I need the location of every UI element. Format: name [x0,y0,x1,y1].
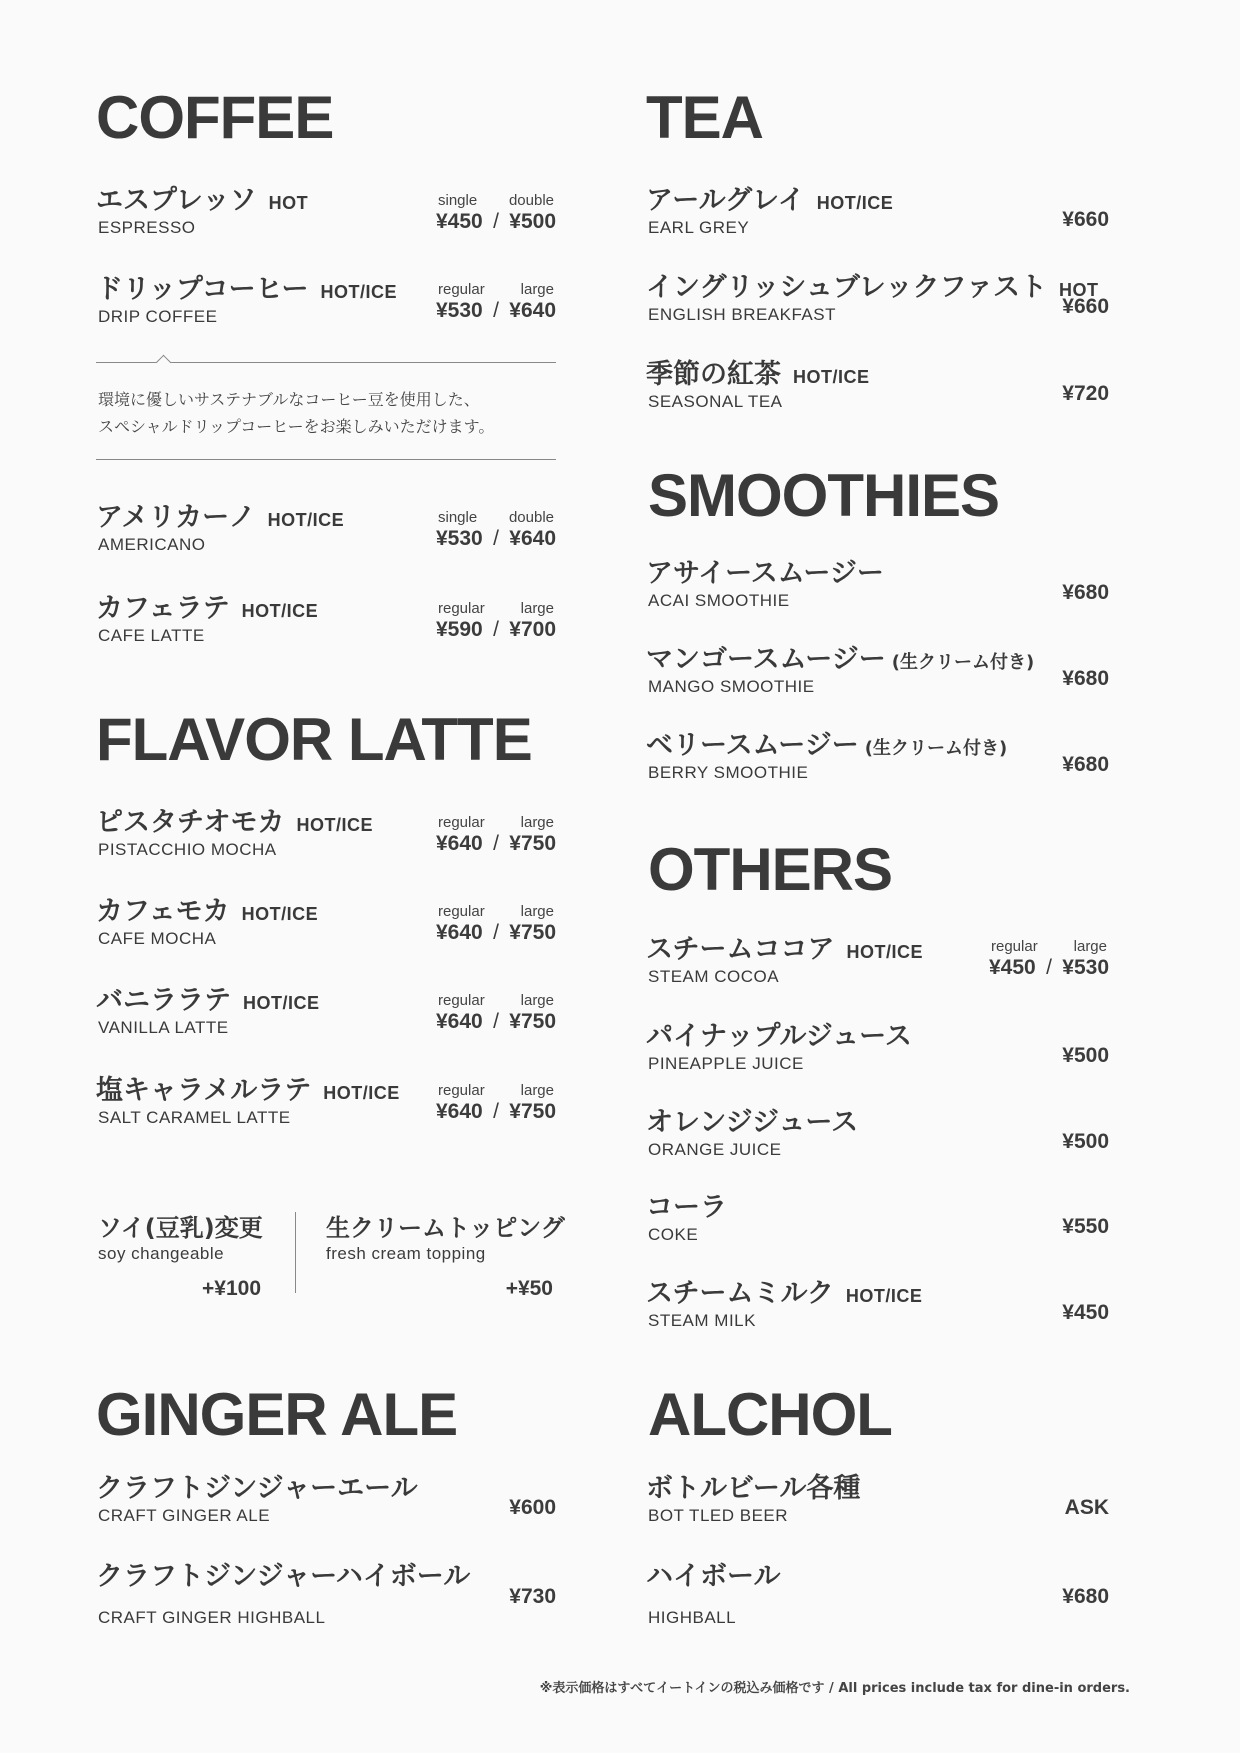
item-name-jp: ハイボール [646,1561,781,1592]
option-divider [295,1212,296,1293]
item-name-en: VANILLA LATTE [98,1018,229,1037]
price: ¥590 [436,618,483,641]
section-title-smoothies: SMOOTHIES [648,462,1000,529]
price: ¥450 [436,210,483,233]
menu-item-earl-grey [646,184,1109,244]
item-name-en: STEAM COCOA [648,967,780,986]
option-fresh-cream [326,1213,565,1301]
price: ¥640 [509,299,556,322]
option-soy [98,1213,261,1301]
item-name-jp: ボトルビール各種 [646,1473,861,1504]
item-name-jp: アサイースムージー [646,558,884,589]
item-name-en: CAFE MOCHA [98,929,217,948]
price: ¥750 [509,832,556,855]
menu-item-americano [96,501,556,561]
size-label: large [520,281,554,298]
item-name-jp: パイナップルジュース [646,1021,912,1052]
size-price-pair: regular large ¥640 / ¥750 [436,903,556,944]
size-price-pair: regular large ¥640 / ¥750 [436,992,556,1033]
price: ¥500 [1062,1044,1109,1067]
section-title-ginger-ale: GINGER ALE [96,1381,458,1448]
price: ¥640 [436,921,483,944]
item-name-jp: バニララテ [96,985,231,1016]
temp-tag: HOT/ICE [846,942,923,962]
size-label: large [520,1082,554,1099]
item-name-en: SEASONAL TEA [648,392,783,411]
size-price-pair: regular large ¥640 / ¥750 [436,1082,556,1123]
item-name-en: AMERICANO [98,535,206,554]
price: ASK [1064,1496,1109,1519]
item-name-jp: コーラ [646,1192,727,1223]
item-name-jp: アールグレイ [646,185,805,216]
item-name-en: MANGO SMOOTHIE [648,677,815,696]
temp-tag: HOT/ICE [793,367,870,387]
size-label: regular [438,1082,485,1099]
item-name-en: CRAFT GINGER ALE [98,1506,271,1525]
item-name-jp: ピスタチオモカ [96,807,285,838]
temp-tag: HOT [268,193,309,213]
item-name-jp: クラフトジンジャーエール [96,1473,418,1504]
size-label: double [508,192,554,209]
menu-item-berry-smoothie [646,729,1109,789]
item-name-en: BOT TLED BEER [648,1506,789,1525]
item-name-jp: スチームココア [646,934,835,965]
price: ¥640 [436,832,483,855]
menu-item-vanilla-latte [96,984,556,1044]
price: ¥680 [1062,753,1109,776]
size-label: large [520,992,554,1009]
item-name-jp: ベリースムージー [646,730,859,761]
size-price-pair: single double ¥530 / ¥640 [436,509,556,550]
price: ¥600 [509,1496,556,1519]
menu-item-acai-smoothie [646,557,1109,617]
item-name-jp: イングリッシュブレックファスト [646,272,1047,303]
menu-item-english-breakfast [646,271,1109,331]
price: ¥750 [509,1010,556,1033]
menu-item-craft-ginger-ale [96,1472,556,1532]
item-name-en: CRAFT GINGER HIGHBALL [98,1608,326,1627]
item-name-en: STEAM MILK [648,1311,756,1330]
option-price: +¥100 [202,1277,261,1300]
size-label: regular [438,281,485,298]
item-name-jp: カフェラテ [96,593,230,624]
item-name-jp: 季節の紅茶 [646,359,781,390]
temp-tag: HOT/ICE [241,601,319,621]
price: ¥640 [436,1010,483,1033]
item-name-jp: マンゴースムージー [646,644,886,675]
section-title-flavor-latte: FLAVOR LATTE [96,706,532,773]
divider-caret [156,355,172,371]
price: ¥680 [1062,667,1109,690]
price: ¥730 [509,1585,556,1608]
item-name-jp: エスプレッソ [96,185,257,216]
temp-tag: HOT/ICE [323,1083,400,1103]
option-name-jp: 生クリームトッピング [326,1214,565,1242]
item-name-en: COKE [648,1225,699,1244]
size-label: large [520,903,554,920]
temp-tag: HOT/ICE [816,193,894,213]
menu-item-drip-coffee [96,273,556,333]
temp-tag: HOT/ICE [845,1286,923,1306]
item-note: (生クリーム付き) [891,652,1035,673]
coffee-description: 環境に優しいサステナブルなコーヒー豆を使用した、 スペシャルドリップコーヒーをお楽しみいただけます。 [98,390,495,436]
price: ¥550 [1062,1215,1109,1238]
item-name-en: SALT CARAMEL LATTE [98,1108,291,1127]
menu-item-coke [646,1191,1109,1251]
price: ¥660 [1062,295,1109,318]
item-name-jp: クラフトジンジャーハイボール [96,1561,471,1592]
item-name-jp: オレンジジュース [646,1107,859,1138]
item-name-jp: ドリップコーヒー [96,274,309,305]
size-price-pair: regular large ¥530 / ¥640 [436,281,556,322]
item-name-jp: アメリカーノ [96,502,256,533]
size-price-pair: regular large ¥640 / ¥750 [436,814,556,855]
menu-item-orange-juice [646,1106,1109,1166]
size-price-pair: regular large ¥590 / ¥700 [436,600,556,641]
tax-footnote: ※表示価格はすべてイートインの税込み価格です / All prices include tax for dine-in orders. [539,1681,1130,1696]
menu-item-pineapple-juice [646,1020,1109,1080]
item-name-en: BERRY SMOOTHIE [648,763,809,782]
temp-tag: HOT/ICE [296,815,373,835]
price: ¥750 [509,1100,556,1123]
section-title-tea: TEA [646,84,763,151]
size-label: large [520,814,554,831]
price: ¥530 [1062,956,1109,979]
item-name-jp: カフェモカ [96,896,230,927]
item-note: (生クリーム付き) [864,738,1008,759]
menu-item-mango-smoothie [646,643,1109,703]
size-label: regular [438,814,485,831]
menu-item-seasonal-tea [646,358,1109,418]
temp-tag: HOT/ICE [267,510,345,530]
size-label: single [438,509,478,526]
size-label: regular [438,903,485,920]
option-price: +¥50 [505,1277,553,1300]
option-name-en: soy changeable [98,1244,225,1263]
item-name-en: HIGHBALL [648,1608,737,1627]
price: ¥680 [1062,581,1109,604]
section-title-alchol: ALCHOL [648,1381,892,1448]
price: ¥450 [1062,1301,1109,1324]
temp-tag: HOT/ICE [243,993,320,1013]
menu-item-highball [646,1560,1109,1627]
price: ¥640 [436,1100,483,1123]
price: ¥680 [1062,1585,1109,1608]
divider [96,459,556,460]
menu-item-espresso [96,184,556,244]
temp-tag: HOT/ICE [241,904,319,924]
item-name-jp: スチームミルク [646,1278,834,1309]
item-name-en: ACAI SMOOTHIE [648,591,790,610]
price: ¥720 [1062,382,1109,405]
price: ¥640 [509,527,556,550]
menu-item-pistachio-mocha [96,806,556,866]
size-price-pair: single double ¥450 / ¥500 [436,192,556,233]
item-name-en: PINEAPPLE JUICE [648,1054,804,1073]
price: ¥500 [1062,1130,1109,1153]
section-title-others: OTHERS [648,836,893,903]
item-name-en: ENGLISH BREAKFAST [648,305,836,324]
size-label: large [1073,938,1107,955]
size-label: double [508,509,554,526]
menu-item-cafe-mocha [96,895,556,955]
menu-item-steam-cocoa [646,933,1109,993]
option-name-jp: ソイ(豆乳)変更 [98,1214,263,1242]
item-name-en: EARL GREY [648,218,750,237]
price: ¥530 [436,299,483,322]
item-name-jp: 塩キャラメルラテ [96,1075,312,1106]
menu-item-bottled-beer [646,1472,1109,1532]
menu-item-craft-ginger-highball [96,1560,556,1627]
option-name-en: fresh cream topping [326,1244,486,1263]
size-label: single [438,192,478,209]
menu-item-steam-milk [646,1277,1109,1337]
price: ¥750 [509,921,556,944]
price: ¥500 [509,210,556,233]
item-name-en: ESPRESSO [98,218,196,237]
size-label: regular [991,938,1038,955]
section-title-coffee: COFFEE [96,84,334,151]
menu-item-salt-caramel-latte [96,1074,556,1134]
item-name-en: PISTACCHIO MOCHA [98,840,277,859]
temp-tag: HOT [1058,280,1099,300]
size-label: large [520,600,554,617]
price: ¥450 [989,956,1036,979]
temp-tag: HOT/ICE [320,282,398,302]
item-name-en: ORANGE JUICE [648,1140,782,1159]
menu-item-cafe-latte [96,592,556,652]
size-label: regular [438,992,485,1009]
size-label: regular [438,600,485,617]
price: ¥530 [436,527,483,550]
price: ¥660 [1062,208,1109,231]
item-name-en: CAFE LATTE [98,626,205,645]
price: ¥700 [509,618,556,641]
size-price-pair: regular large ¥450 / ¥530 [989,938,1109,979]
item-name-en: DRIP COFFEE [98,307,218,326]
